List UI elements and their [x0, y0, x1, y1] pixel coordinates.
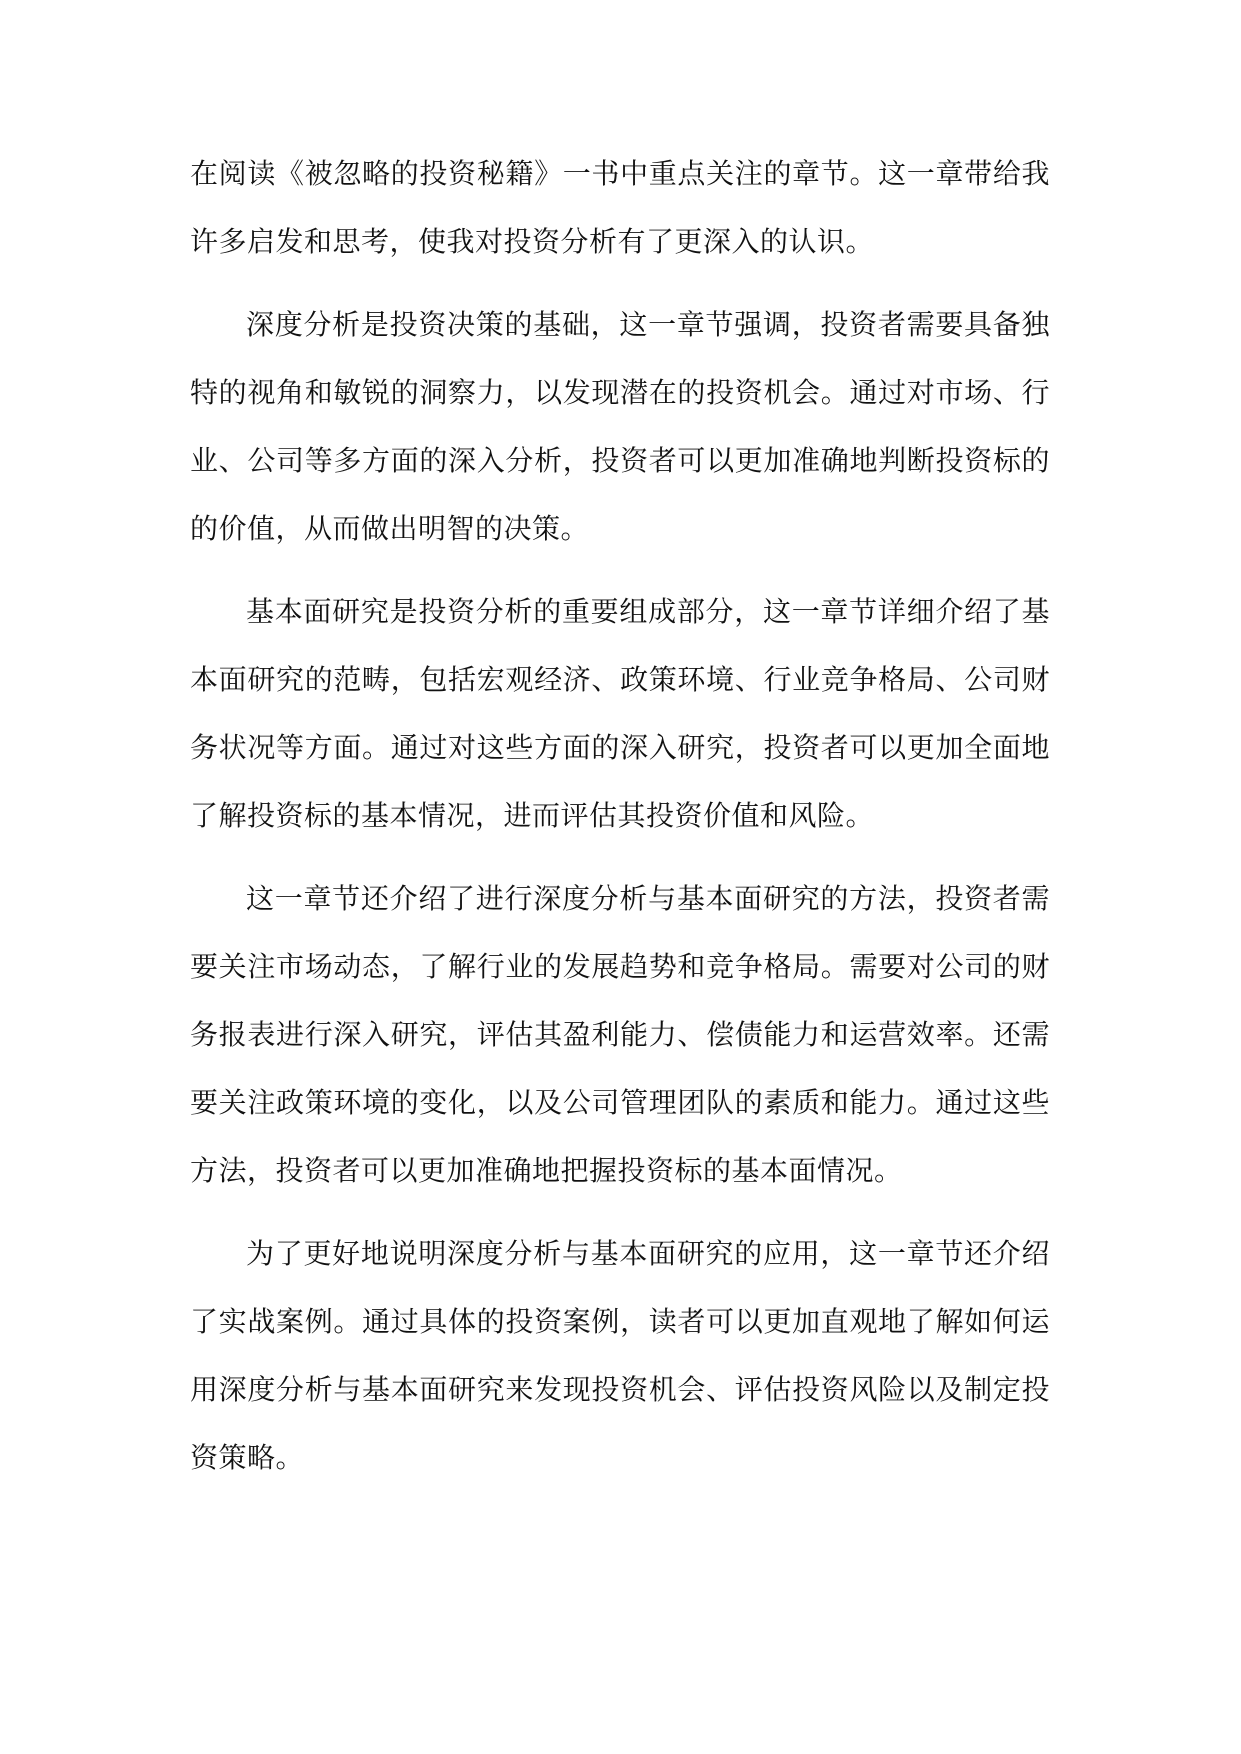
paragraph-1: 在阅读《被忽略的投资秘籍》一书中重点关注的章节。这一章带给我许多启发和思考，使我对投资分析有了更深入的认识。	[190, 157, 1050, 258]
paragraph-4: 这一章节还介绍了进行深度分析与基本面研究的方法，投资者需要关注市场动态，了解行业的发展趋势和竞争格局。需要对公司的财务报表进行深入研究，评估其盈利能力、偿债能力和运营效率。还需要关注政策环境的变化，以及公司管理团队的素质和能力。通过这些方法，投资者可以更加准确地把握投资标的基本面情况。	[190, 882, 1050, 1187]
paragraph-5: 为了更好地说明深度分析与基本面研究的应用，这一章节还介绍了实战案例。通过具体的投资案例，读者可以更加直观地了解如何运用深度分析与基本面研究来发现投资机会、评估投资风险以及制定投资策略。	[190, 1237, 1050, 1474]
paragraph-2: 深度分析是投资决策的基础，这一章节强调，投资者需要具备独特的视角和敏锐的洞察力，以发现潜在的投资机会。通过对市场、行业、公司等多方面的深入分析，投资者可以更加准确地判断投资标的的价值，从而做出明智的决策。	[190, 308, 1050, 545]
paragraph-3: 基本面研究是投资分析的重要组成部分，这一章节详细介绍了基本面研究的范畴，包括宏观经济、政策环境、行业竞争格局、公司财务状况等方面。通过对这些方面的深入研究，投资者可以更加全面地了解投资标的基本情况，进而评估其投资价值和风险。	[190, 595, 1050, 832]
document-body	[190, 140, 1050, 1507]
